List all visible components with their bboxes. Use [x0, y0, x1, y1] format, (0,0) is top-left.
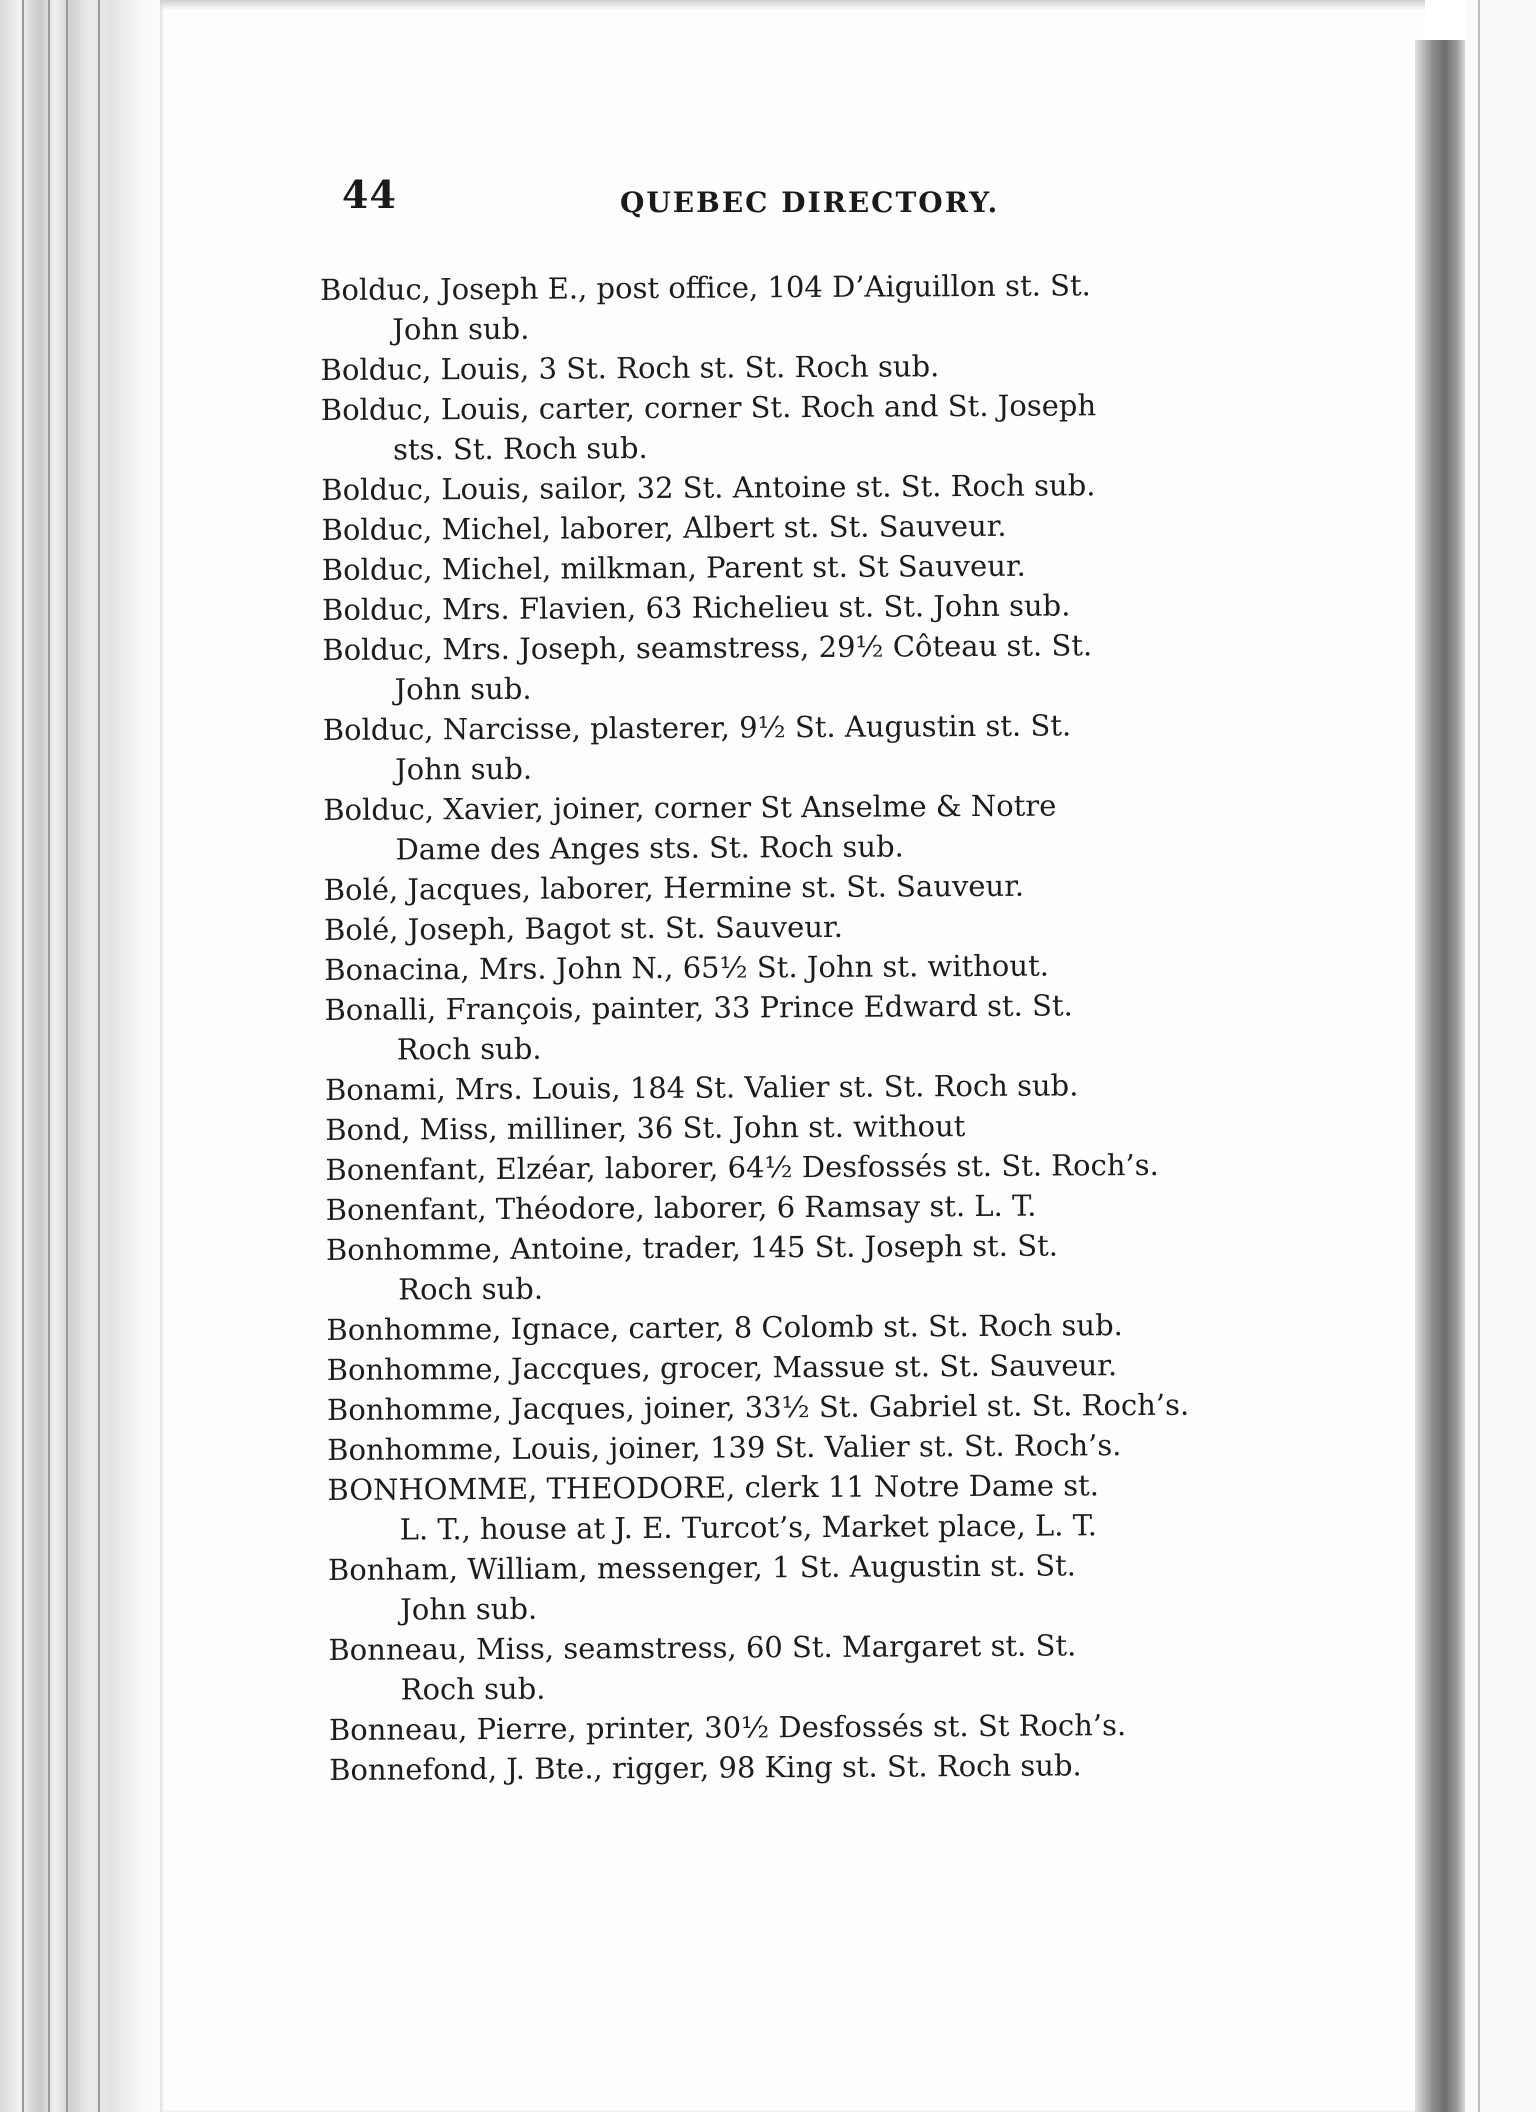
directory-entry: Bolduc, Narcisse, plasterer, 9½ St. Augustin st. St. John sub.	[322, 708, 1072, 787]
directory-entry: Bonhomme, Jacques, joiner, 33½ St. Gabriel st. St. Roch’s.	[326, 1387, 1190, 1427]
directory-entry: Bonhomme, Louis, joiner, 139 St. Valier st. St. Roch’s.	[327, 1428, 1122, 1467]
directory-entry: Bolduc, Louis, 3 St. Roch st. St. Roch sub.	[320, 349, 940, 387]
directory-entry: Bolé, Joseph, Bagot st. St. Sauveur.	[323, 909, 843, 947]
directory-entry: Bolduc, Mrs. Joseph, seamstress, 29½ Côteau st. St. John sub.	[322, 628, 1093, 707]
page-edge-line	[98, 0, 100, 2112]
directory-entry: Bolduc, Louis, sailor, 32 St. Antoine st. St. Roch sub.	[321, 468, 1096, 507]
directory-entry: Bolduc, Xavier, joiner, corner St Anselme & Notre Dame des Anges sts. St. Roch sub.	[323, 788, 1057, 867]
book-gutter-shadow	[1415, 40, 1465, 2112]
page-top-shade	[160, 0, 1425, 10]
directory-entry: Bonneau, Miss, seamstress, 60 St. Margaret st. St. Roch sub.	[328, 1628, 1077, 1707]
directory-entry: Bonham, William, messenger, 1 St. Augustin st. St. John sub.	[327, 1548, 1077, 1627]
directory-entry: Bonneau, Pierre, printer, 30½ Desfossés st. St Roch’s.	[328, 1708, 1127, 1747]
directory-entry: Bonhomme, Jaccques, grocer, Massue st. St. Sauveur.	[326, 1348, 1118, 1387]
running-head: QUEBEC DIRECTORY.	[620, 186, 1000, 219]
directory-entry: Bonami, Mrs. Louis, 184 St. Valier st. St. Roch sub.	[324, 1068, 1079, 1107]
directory-entry: Bolduc, Michel, milkman, Parent st. St Sauveur.	[321, 548, 1026, 587]
book-left-edge	[0, 0, 175, 2112]
facing-page-edge	[1478, 0, 1480, 2112]
directory-entry: Bonhomme, Antoine, trader, 145 St. Joseph st. St. Roch sub.	[325, 1228, 1059, 1307]
directory-entry: Bolduc, Joseph E., post office, 104 D’Aiguillon st. St. John sub.	[320, 268, 1091, 347]
facing-page-strip	[1465, 0, 1536, 2112]
directory-entry: BONHOMME, THEODORE, clerk 11 Notre Dame st. L. T., house at J. E. Turcot’s, Market place, L. T.	[327, 1468, 1100, 1547]
directory-entry: Bonenfant, Elzéar, laborer, 64½ Desfossés st. St. Roch’s.	[325, 1147, 1159, 1187]
directory-entry: Bolé, Jacques, laborer, Hermine st. St. Sauveur.	[323, 868, 1025, 907]
page-header	[0, 172, 1536, 222]
directory-entries	[320, 264, 1329, 1790]
directory-entry: Bonacina, Mrs. John N., 65½ St. John st. without.	[324, 948, 1049, 987]
directory-entry: Bonnefond, J. Bte., rigger, 98 King st. St. Roch sub.	[329, 1748, 1082, 1787]
directory-entry: Bonalli, François, painter, 33 Prince Edward st. St. Roch sub.	[324, 988, 1073, 1067]
page-edge-line	[66, 0, 68, 2112]
directory-entry: Bond, Miss, milliner, 36 St. John st. without	[325, 1109, 966, 1147]
page-edge-line	[48, 0, 50, 2112]
page-number: 44	[342, 172, 397, 217]
directory-entry: Bonenfant, Théodore, laborer, 6 Ramsay st. L. T.	[325, 1188, 1037, 1227]
directory-entry: Bolduc, Michel, laborer, Albert st. St. Sauveur.	[321, 508, 1007, 547]
directory-entry: Bolduc, Mrs. Flavien, 63 Richelieu st. St. John sub.	[321, 588, 1071, 627]
directory-entry: Bolduc, Louis, carter, corner St. Roch and St. Joseph sts. St. Roch sub.	[320, 388, 1097, 467]
page-edge-line	[22, 0, 24, 2112]
directory-entry: Bonhomme, Ignace, carter, 8 Colomb st. St. Roch sub.	[326, 1308, 1123, 1347]
